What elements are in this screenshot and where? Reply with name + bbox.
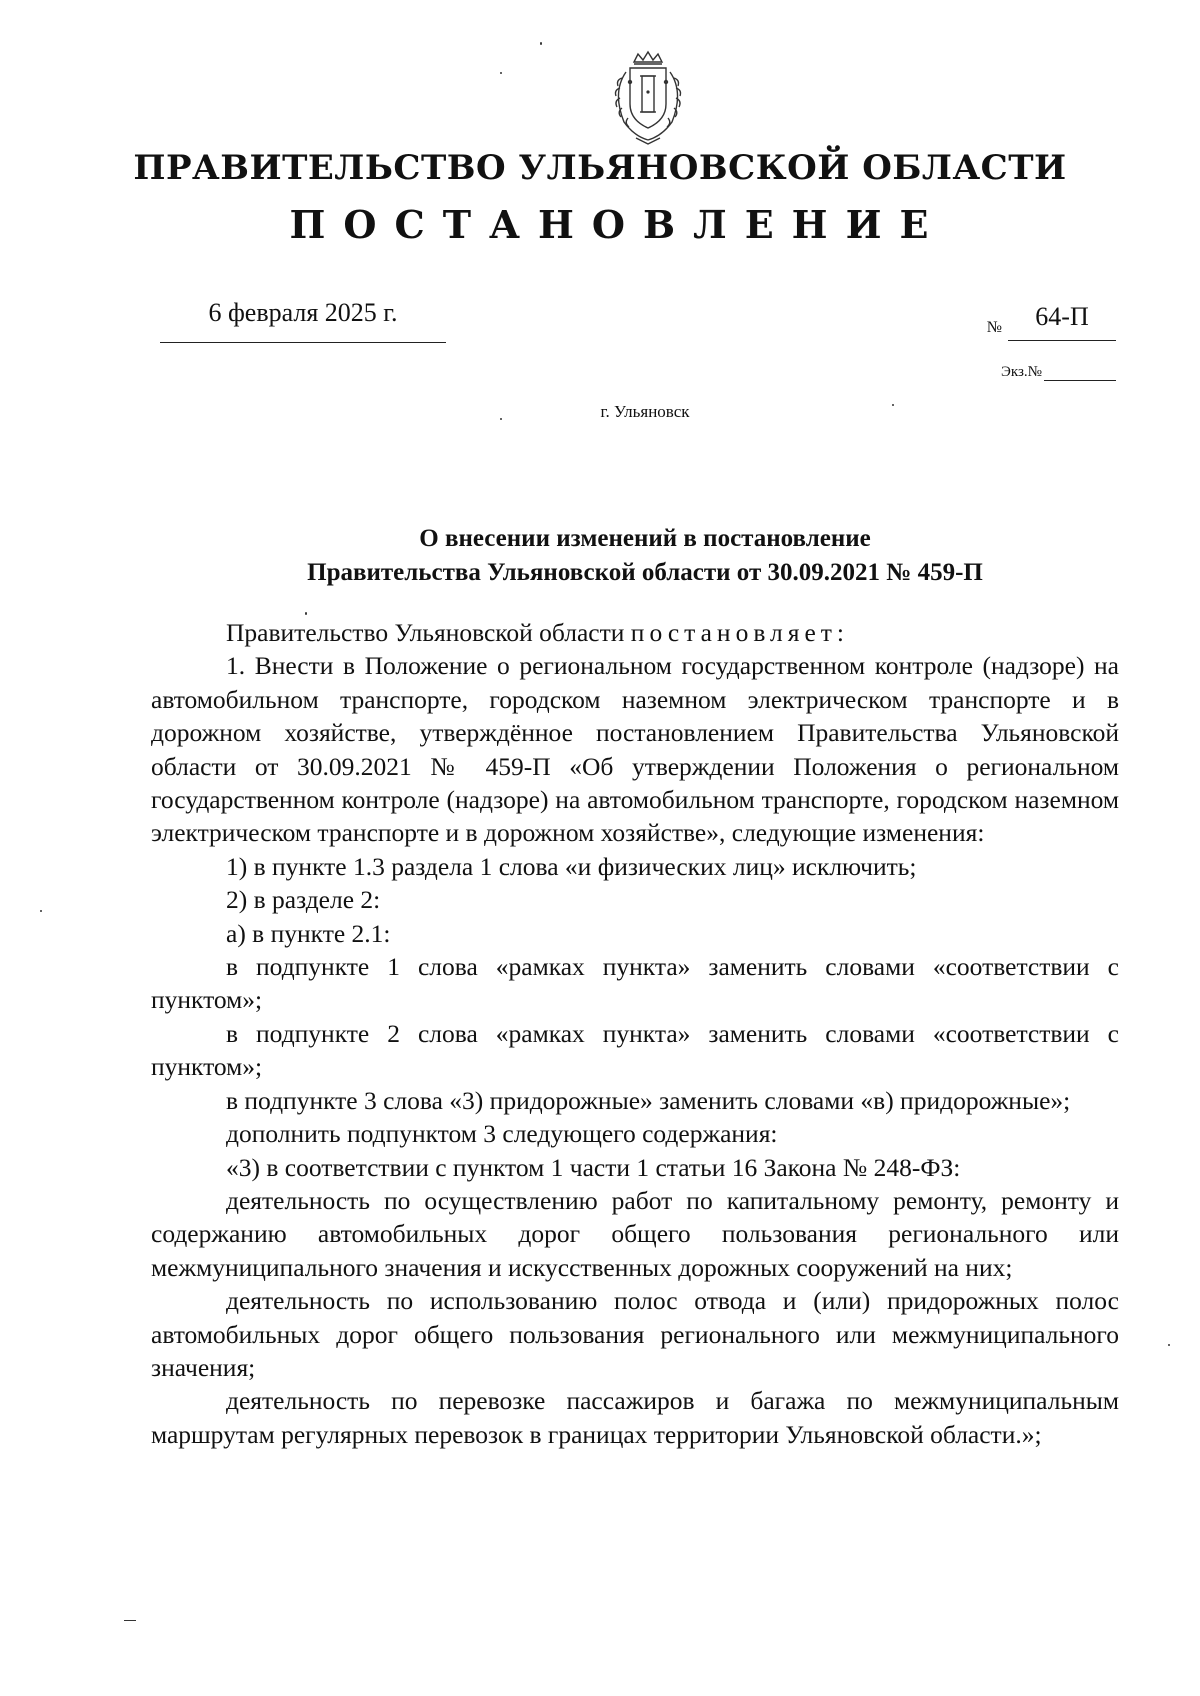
document-body [151,616,1119,1451]
city-label: г. Ульяновск [600,402,690,421]
copy-label: Экз.№ [1001,364,1042,380]
number-sign: № [986,319,1002,336]
document-number: 64-П [1008,302,1116,341]
body-paragraph-12: деятельность по перевозке пассажиров и багажа по межмуниципальным маршрутам регулярных перевозок в границах территории Ульяновской области.»; [151,1386,1119,1449]
scan-speck [305,612,307,615]
body-paragraph-6: в подпункте 2 слова «рамках пункта» заменить словами «соответствии с пунктом»; [151,1018,1119,1082]
subject-line-1: О внесении изменений в постановление [419,525,871,552]
scan-speck [892,404,894,406]
document-number-block [987,302,1116,341]
document-type-title: ПОСТАНОВЛЕНИЕ [289,202,947,247]
body-intro [151,616,1119,649]
body-paragraph-4: а) в пункте 2.1: [226,918,391,948]
body-paragraph-7: в подпункте 3 слова «3) придорожные» заменить словами «в) придорожные»; [226,1085,1071,1115]
scan-speck [540,42,542,45]
body-paragraph-9: «3) в соответствии с пунктом 1 части 1 статьи 16 Закона № 248-ФЗ: [226,1152,961,1182]
coat-of-arms-icon [600,48,696,148]
document-date: 6 февраля 2025 г. [160,298,446,343]
scan-speck [40,910,42,912]
body-intro-keyword: постановляет: [630,618,850,647]
organization-title: ПРАВИТЕЛЬСТВО УЛЬЯНОВСКОЙ ОБЛАСТИ [133,148,1067,188]
body-paragraph-1: 1. Внести в Положение о региональном государственном контроле (надзоре) на автомобильном транспорте, городском наземном электрическом транспорте и в дорожном хозяйстве, утверждённое постановлением Правительства Ульяновской области от 30.09.2021 № 459-П «Об утверждении Положения о региональном государственном контроле (надзоре) на автомобильном транспорте, городском наземном электрическом транспорте и в дорожном хозяйстве», следующие изменения: [151,651,1119,848]
scan-speck [500,418,502,420]
scan-speck [1168,1344,1170,1346]
document-subject [0,522,1200,590]
body-intro-prefix: Правительство Ульяновской области [226,618,631,647]
copy-number-field [1001,364,1116,381]
scan-speck [124,1620,136,1621]
body-paragraph-8: дополнить подпунктом 3 следующего содержания: [226,1119,778,1149]
body-paragraph-3: 2) в разделе 2: [226,885,381,915]
copy-number-line [1044,366,1116,381]
body-paragraph-2: 1) в пункте 1.3 раздела 1 слова «и физических лиц» исключить; [226,851,917,881]
body-paragraph-11: деятельность по использованию полос отвода и (или) придорожных полос автомобильных дорог общего пользования регионального или межмуниципального значения; [151,1286,1119,1382]
scan-speck [500,72,502,74]
subject-line-2: Правительства Ульяновской области от 30.09.2021 № 459-П [307,559,983,586]
body-paragraph-5: в подпункте 1 слова «рамках пункта» заменить словами «соответствии с пунктом»; [151,952,1119,1015]
body-paragraph-10: деятельность по осуществлению работ по капитальному ремонту, ремонту и содержанию автомобильных дорог общего пользования регионального или межмуниципального значения и искусственных дорожных сооружений на них; [151,1185,1119,1282]
